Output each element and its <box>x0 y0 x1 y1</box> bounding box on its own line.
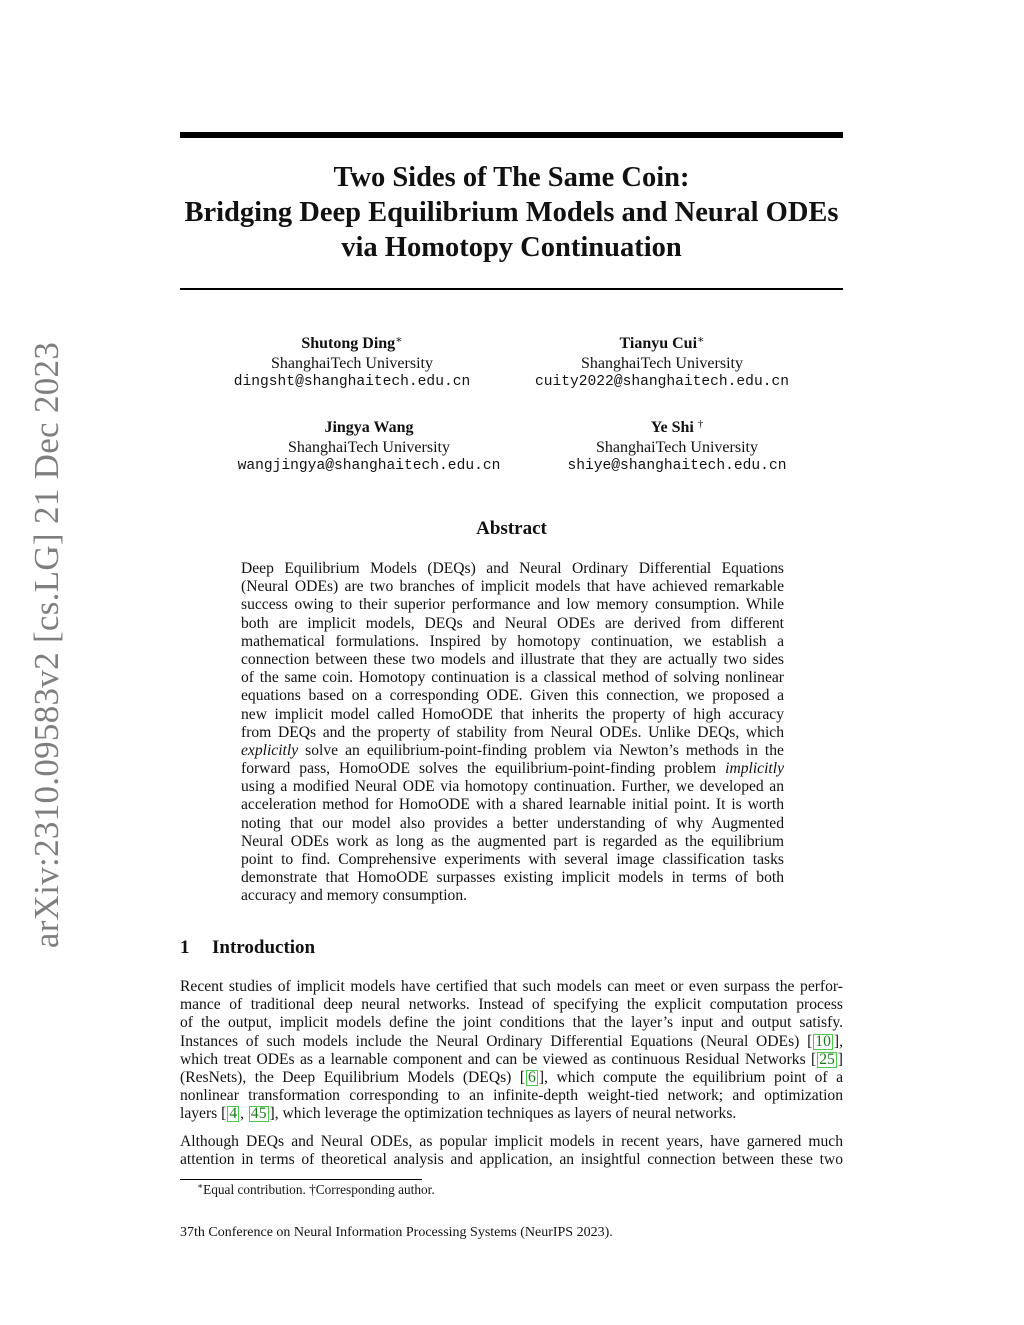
author-name: Ye Shi † <box>650 418 704 436</box>
author-affiliation: ShanghaiTech University <box>581 354 743 372</box>
intro-paragraph <box>180 1133 843 1169</box>
abstract-line: both are implicit models, DEQs and Neural ODEs are derived from different <box>241 614 784 632</box>
author-block <box>492 334 832 393</box>
abstract-line: from DEQs and the property of stability from Neural ODEs. Unlike DEQs, which <box>241 723 784 741</box>
citation-link[interactable]: 10 <box>815 1032 831 1050</box>
text-line: which treat ODEs as a learnable component and can be viewed as continuous Residual Networks [ 25 ] <box>180 1050 843 1068</box>
abstract-line: mathematical formulations. Inspired by homotopy continuation, we establish a <box>241 632 784 650</box>
intro-paragraph <box>180 978 843 1124</box>
abstract-heading: Abstract <box>476 518 547 539</box>
text-line: of the output, implicit models define the joint conditions that the layer’s input and output satisfy. <box>180 1014 843 1032</box>
emphasis: explicitly <box>241 741 299 759</box>
abstract-line: using a modified Neural ODE via homotopy continuation. Further, we developed an <box>241 778 784 796</box>
author-mark: † <box>697 418 704 430</box>
abstract-line: Neural ODEs work as long as the augmented part is regarded as the equilibrium <box>241 832 784 850</box>
text-line: layers [ 4 , 45 ], which leverage the optimization techniques as layers of neural networks. <box>180 1105 737 1123</box>
text-line: (ResNets), the Deep Equilibrium Models (DEQs) [ 6 ], which compute the equilibrium point of a <box>180 1068 843 1086</box>
text-line: attention in terms of theoretical analysis and application, an insightful connection between these two <box>180 1151 843 1169</box>
footnote-rule <box>180 1179 422 1180</box>
author-name: Shutong Ding∗ <box>301 334 403 352</box>
abstract-line: explicitly solve an equilibrium-point-finding problem via Newton’s methods in the <box>241 741 784 759</box>
author-email: dingsht@shanghaitech.edu.cn <box>233 374 471 390</box>
citation-link[interactable]: 6 <box>528 1068 536 1086</box>
author-email: shiye@shanghaitech.edu.cn <box>567 458 787 474</box>
author-block <box>507 418 847 477</box>
arxiv-identifier: arXiv:2310.09583v2 [cs.LG] 21 Dec 2023 <box>27 341 66 949</box>
author-email: cuity2022@shanghaitech.edu.cn <box>535 374 789 390</box>
title-line: via Homotopy Continuation <box>341 232 682 263</box>
author-block <box>182 334 522 393</box>
title-line: Two Sides of The Same Coin: <box>333 162 690 193</box>
author-affiliation: ShanghaiTech University <box>596 438 758 456</box>
author-block <box>199 418 539 477</box>
section-heading <box>180 937 315 959</box>
citation-link[interactable]: 45 <box>250 1105 267 1123</box>
emphasis: implicitly <box>725 760 785 778</box>
text-line: mance of traditional deep neural networks. Instead of specifying the explicit computation process <box>180 996 843 1014</box>
abstract-line: (Neural ODEs) are two branches of implicit models that have achieved remarkable <box>241 578 784 596</box>
author-affiliation: ShanghaiTech University <box>288 438 450 456</box>
title-bottom-rule <box>180 288 843 290</box>
author-mark: ∗ <box>395 334 403 346</box>
abstract-line: acceleration method for HomoODE with a shared learnable initial point. It is worth <box>241 796 784 814</box>
author-name: Tianyu Cui∗ <box>619 334 705 352</box>
citation-link[interactable]: 25 <box>819 1050 835 1068</box>
citation-link[interactable]: 4 <box>229 1105 238 1123</box>
venue-note: 37th Conference on Neural Information Processing Systems (NeurIPS 2023). <box>180 1225 613 1240</box>
abstract-line: connection between these two models and illustrate that they are actually two sides <box>241 650 784 668</box>
abstract-line: noting that our model also provides a better understanding of why Augmented <box>241 814 784 832</box>
author-email: wangjingya@shanghaitech.edu.cn <box>237 458 501 474</box>
text-line: nonlinear transformation corresponding to an infinite-depth weight-tied network; and optimization <box>180 1087 843 1105</box>
abstract-line: forward pass, HomoODE solves the equilibrium-point-finding problem implicitly <box>241 760 785 778</box>
author-mark: ∗ <box>697 334 705 346</box>
abstract-line: point to find. Comprehensive experiments with several image classification tasks <box>241 851 784 868</box>
abstract-line: Deep Equilibrium Models (DEQs) and Neural Ordinary Differential Equations <box>241 560 784 577</box>
title-top-rule <box>180 132 843 138</box>
footnote: ∗Equal contribution. †Corresponding author. <box>197 1181 435 1197</box>
abstract-line: success owing to their superior performance and low memory consumption. While <box>241 596 784 614</box>
author-name: Jingya Wang <box>324 419 414 436</box>
abstract-line: of the same coin. Homotopy continuation is a classical method of solving nonlinear <box>241 669 784 687</box>
author-affiliation: ShanghaiTech University <box>271 354 433 372</box>
abstract-line: accuracy and memory consumption. <box>241 887 468 905</box>
abstract-line: new implicit model called HomoODE that inherits the property of high accuracy <box>241 705 784 723</box>
abstract-body <box>241 560 784 906</box>
text-line: Instances of such models include the Neural Ordinary Differential Equations (Neural ODEs) [ 10 ], <box>180 1032 843 1050</box>
paper-title <box>180 160 843 265</box>
text-line: Recent studies of implicit models have certified that such models can meet or even surpass the perfor- <box>180 978 843 995</box>
section-title: Introduction <box>212 937 316 958</box>
title-line: Bridging Deep Equilibrium Models and Neural ODEs <box>184 197 839 228</box>
text-line: Although DEQs and Neural ODEs, as popular implicit models in recent years, have garnered much <box>180 1133 843 1150</box>
section-number: 1 <box>180 937 190 958</box>
abstract-line: equations based on a corresponding ODE. Given this connection, we proposed a <box>241 687 784 705</box>
abstract-line: demonstrate that HomoODE surpasses existing implicit models in terms of both <box>241 869 784 887</box>
footnote-mark: ∗ <box>197 1181 204 1191</box>
